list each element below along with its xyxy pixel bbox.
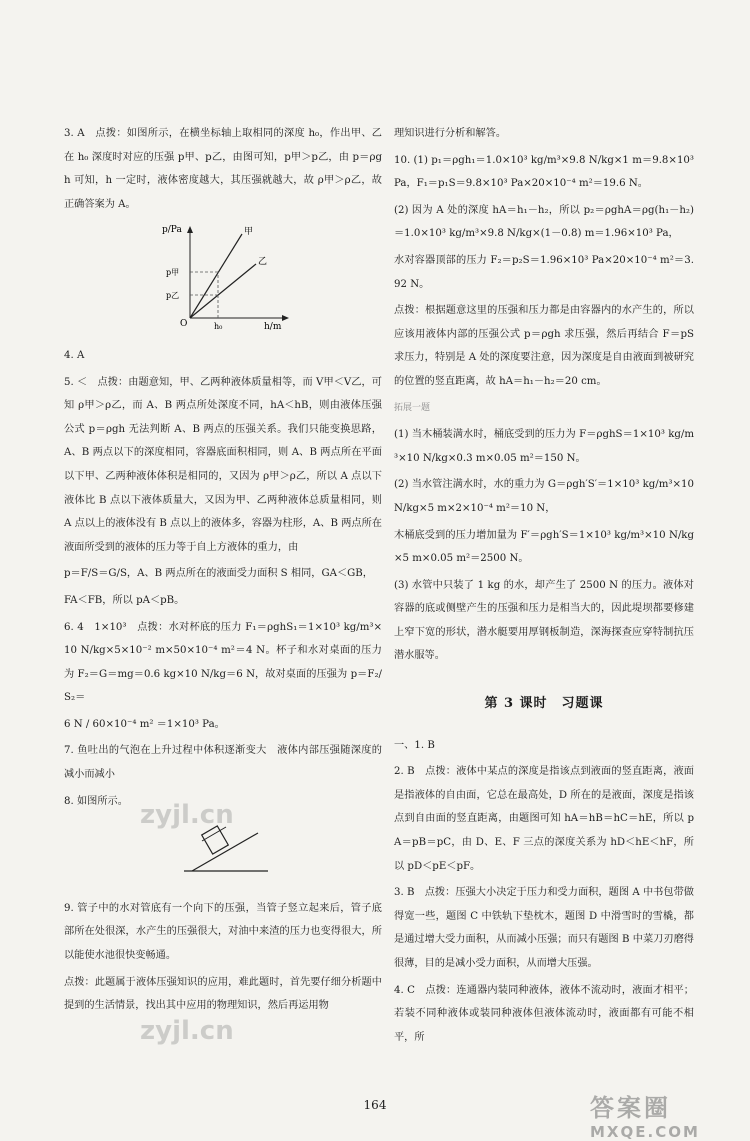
expand-3: (3) 水管中只装了 1 kg 的水，却产生了 2500 N 的压力。液体对容器的底或侧壁产生的压强和压力是相当大的，因此堤坝都要修建上窄下宽的形状，潜水艇要用厚钢板制造，深海探查应穿特制抗压潜水服等。 — [394, 579, 694, 662]
section-answer-4: 4. C 点拨：连通器内装同种液体，液体不流动时，液面才相平；若装不同种液体或装同种液体但液体流动时，液面都有可能不相平，所 — [394, 984, 694, 1043]
label-h0: h₀ — [214, 322, 223, 331]
label-p-yi: p乙 — [166, 291, 180, 301]
expand-label: 拓展一题 — [394, 402, 431, 413]
section-answer-2: 2. B 点拨：液体中某点的深度是指该点到液面的竖直距离，液面是指液体的自由面，它总在最高处，D 所在的是液面，深度是指该点到自由面的竖直距离，由题图可知 hA＝hB＝hC＝hE，所以 pA＝pB＝pC，由 D、E、F 三点的深度关系为 hD＜hE＜hF，所以 pD＜pE＜pF。 — [394, 766, 694, 872]
left-column — [64, 122, 382, 1021]
label-origin: O — [180, 319, 188, 330]
continuation: 理知识进行分析和解答。 — [394, 128, 507, 139]
answer-10-tip: 点拨：根据题意这里的压强和压力都是由容器内的水产生的，所以应该用液体内部的压强公式 p＝ρgh 求压强，然后再结合 F＝pS 求压力，特别是 A 处的深度要注意，因为深度是自由液面到被研究的位置的竖直距离，故 hA＝h₁－h₂＝20 cm。 — [394, 305, 694, 387]
answer-10-part2: (2) 因为 A 处的深度 hA＝h₁－h₂，所以 p₂＝ρghA＝ρg(h₁－h₂)＝1.0×10³ kg/m³×9.8 N/kg×(1－0.8) m＝1.96×10³ Pa， — [394, 204, 694, 240]
answer-3: 3. A 点拨：如图所示，在横坐标轴上取相同的深度 h₀，作出甲、乙在 h₀ 深度时对应的压强 p甲、p乙，由图可知，p甲＞p乙，由 p＝ρgh 可知，h 一定时，液体密度越大，其压强就越大，故 ρ甲＞ρ乙，故正确答案为 A。 — [64, 128, 382, 210]
x-axis-label: h/m — [264, 322, 282, 331]
answer-8: 8. 如图所示。 — [64, 795, 128, 807]
answer-6-end: 6 N / 60×10⁻⁴ m² ＝1×10³ Pa。 — [64, 718, 225, 730]
label-yi: 乙 — [258, 257, 268, 268]
graph-svg — [160, 220, 300, 330]
answer-6: 6. 4 1×10³ 点拨：水对杯底的压力 F₁＝ρghS₁＝1×10³ kg/m³×10 N/kg×5×10⁻² m×50×10⁻⁴ m²＝4 N。杯子和水对桌面的压力为 F₂＝G＝mg＝0.6 kg×10 N/kg＝6 N，故对桌面的压强为 p＝F₂/S₂＝ — [64, 621, 382, 704]
answer-7: 7. 鱼吐出的气泡在上升过程中体积逐渐变大 液体内部压强随深度的减小而减小 — [64, 745, 382, 781]
section-answer-1: 一、1. B — [394, 739, 435, 751]
answer-9-tip: 点拨：此题属于液体压强知识的应用，难此题时，首先要仔细分析题中提到的生活情景，找出其中应用的物理知识，然后再运用物 — [64, 976, 382, 1012]
expand-2b: 木桶底受到的压力增加量为 F′＝ρgh′S＝1×10³ kg/m³×10 N/kg×5 m×0.05 m²＝2500 N。 — [394, 529, 694, 565]
section-answer-3: 3. B 点拨：压强大小决定于压力和受力面积，题图 A 中书包带做得宽一些，题图 C 中铁轨下垫枕木，题图 D 中滑雪时的雪橇，都是通过增大受力面积，从而减小压强；而只有题图 B 中菜刀刃磨得很薄，目的是减小受力面积，从而增大压强。 — [394, 887, 694, 969]
answer-4: 4. A — [64, 349, 85, 361]
answer-10-part3: 水对容器顶部的压力 F₂＝p₂S＝1.96×10³ Pa×20×10⁻⁴ m²＝3.92 N。 — [394, 254, 694, 290]
answer-9: 9. 管子中的水对管底有一个向下的压强，当管子竖立起来后，管子底部所在处很深，水产生的压强很大，对油中来渣的压力也变得很大，所以能使水池很快变畅通。 — [64, 902, 382, 962]
expand-1: (1) 当木桶装满水时，桶底受到的压力为 F＝ρghS＝1×10³ kg/m³×10 N/kg×0.3 m×0.05 m²＝150 N。 — [394, 429, 694, 464]
y-axis-label: p/Pa — [162, 225, 182, 236]
logo-bottom-text: MXQE.COM — [590, 1123, 700, 1141]
pressure-depth-graph — [160, 220, 382, 340]
answer-5-end: FA＜FB，所以 pA＜pB。 — [64, 594, 185, 606]
cup-outline — [202, 826, 229, 854]
answer-5: 5. ＜ 点拨：由题意知，甲、乙两种液体质量相等，而 V甲＜V乙，可知 ρ甲＞ρ乙，而 A、B 两点所处深度不同，hA＜hB，则由液体压强公式 p＝ρgh 无法判断 A、B 两点的压强关系。我们只能变换思路，A、B 两点以下的深度相同，容器底面积相同，则 A、B 两点所在平面以下甲、乙两种液体体积是相同的，又因为 ρ甲＞ρ乙，所以 A 点以下液体比 B 点以下液体质量大，又因为甲、乙两种液体总质量相同，则 A 点以上的液体没有 B 点以上的液体多，容器为柱形，A、B 两点所在液面所受到的液体的压力等于自上方液体的重力，由 — [64, 376, 382, 553]
page-number: 164 — [363, 1098, 387, 1112]
right-column — [394, 122, 694, 1052]
line-jia — [190, 234, 242, 318]
x-axis-arrow — [282, 315, 289, 321]
line-yi — [190, 264, 256, 318]
watermark-2: zyjl.cn — [140, 1016, 234, 1046]
label-p-jia: p甲 — [166, 268, 180, 278]
label-jia: 甲 — [244, 227, 254, 238]
logo-top-text: 答案圈 — [590, 1094, 671, 1122]
y-axis-arrow — [187, 226, 193, 233]
answer-5-formula: p＝F/S＝G/S，A、B 两点所在的液面受力面积 S 相同，GA＜GB， — [64, 568, 373, 580]
expand-2: (2) 当水管注满水时，水的重力为 G＝ρgh′S′＝1×10³ kg/m³×10 N/kg×5 m×2×10⁻⁴ m²＝10 N， — [394, 479, 694, 514]
site-logo — [590, 1088, 740, 1141]
answer-10-part1: 10. (1) p₁＝ρgh₁＝1.0×10³ kg/m³×9.8 N/kg×1 m＝9.8×10³ Pa，F₁＝p₁S＝9.8×10³ Pa×20×10⁻⁴ m²＝19.6 N。 — [394, 154, 694, 190]
watermark-1: zyjl.cn — [140, 800, 234, 830]
section-title: 第 3 课时 习题课 — [484, 696, 604, 712]
